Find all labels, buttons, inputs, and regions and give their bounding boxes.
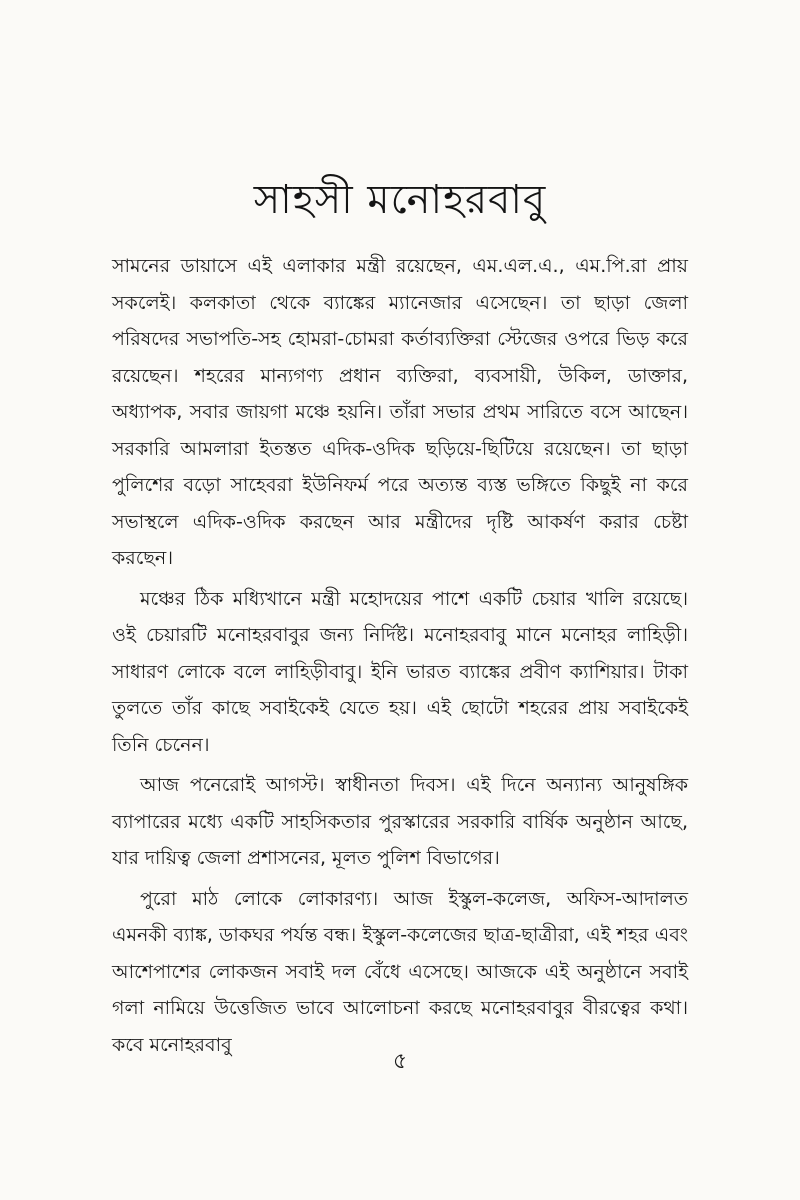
paragraph-3: আজ পনেরোই আগস্ট। স্বাধীনতা দিবস। এই দিনে অন্যান্য আনুষঙ্গিক ব্যাপারের মধ্যে একটি সাহসিকতার পুরস্কারের সরকারি বার্ষিক অনুষ্ঠান আছে, যার দায়িত্ব জেলা প্রশাসনের, মূলত পুলিশ বিভাগের। (112, 774, 688, 869)
paragraph-1: সামনের ডায়াসে এই এলাকার মন্ত্রী রয়েছেন, এম.এল.এ., এম.পি.রা প্রায় সকলেই। কলকাতা থেকে ব্যাঙ্কের ম্যানেজার এসেছেন। তা ছাড়া জেলা পরিষদের সভাপতি-সহ হোমরা-চোমরা কর্তাব্যক্তিরা স্টেজের ওপরে ভিড় করে রয়েছেন। শহরের মান্যগণ্য প্রধান ব্যক্তিরা, ব্যবসায়ী, উকিল, ডাক্তার, অধ্যাপক, সবার জায়গা মঞ্চে হয়নি। তাঁরা সভার প্রথম সারিতে বসে আছেন। সরকারি আমলারা ইতস্তত এদিক-ওদিক ছড়িয়ে-ছিটিয়ে রয়েছেন। তা ছাড়া পুলিশের বড়ো সাহেবরা ইউনিফর্ম পরে অত্যন্ত ব্যস্ত ভঙ্গিতে কিছুই না করে সভাস্থলে এদিক-ওদিক করছেন আর মন্ত্রীদের দৃষ্টি আকর্ষণ করার চেষ্টা করছেন। (112, 255, 688, 569)
page-number: ৫ (392, 1049, 408, 1074)
body-text (112, 248, 688, 1067)
paragraph-4: পুরো মাঠ লোকে লোকারণ্য। আজ ইস্কুল-কলেজ, অফিস-আদালত এমনকী ব্যাঙ্ক, ডাকঘর পর্যন্ত বন্ধ। ইস্কুল-কলেজের ছাত্র-ছাত্রীরা, এই শহর এবং আশেপাশের লোকজন সবাই দল বেঁধে এসেছে। আজকে এই অনুষ্ঠানে সবাই গলা নামিয়ে উত্তেজিত ভাবে আলোচনা করছে মনোহরবাবুর বীরত্বের কথা। কবে মনোহরবাবু (112, 887, 688, 1056)
paragraph-2: মঞ্চের ঠিক মধ্যিখানে মন্ত্রী মহোদয়ের পাশে একটি চেয়ার খালি রয়েছে। ওই চেয়ারটি মনোহরবাবুর জন্য নির্দিষ্ট। মনোহরবাবু মানে মনোহর লাহিড়ী। সাধারণ লোকে বলে লাহিড়ীবাবু। ইনি ভারত ব্যাঙ্কের প্রবীণ ক্যাশিয়ার। টাকা তুলতে তাঁর কাছে সবাইকেই যেতে হয়। এই ছোটো শহরের প্রায় সবাইকেই তিনি চেনেন। (112, 587, 688, 756)
chapter-title: সাহসী মনোহরবাবু (253, 177, 547, 223)
